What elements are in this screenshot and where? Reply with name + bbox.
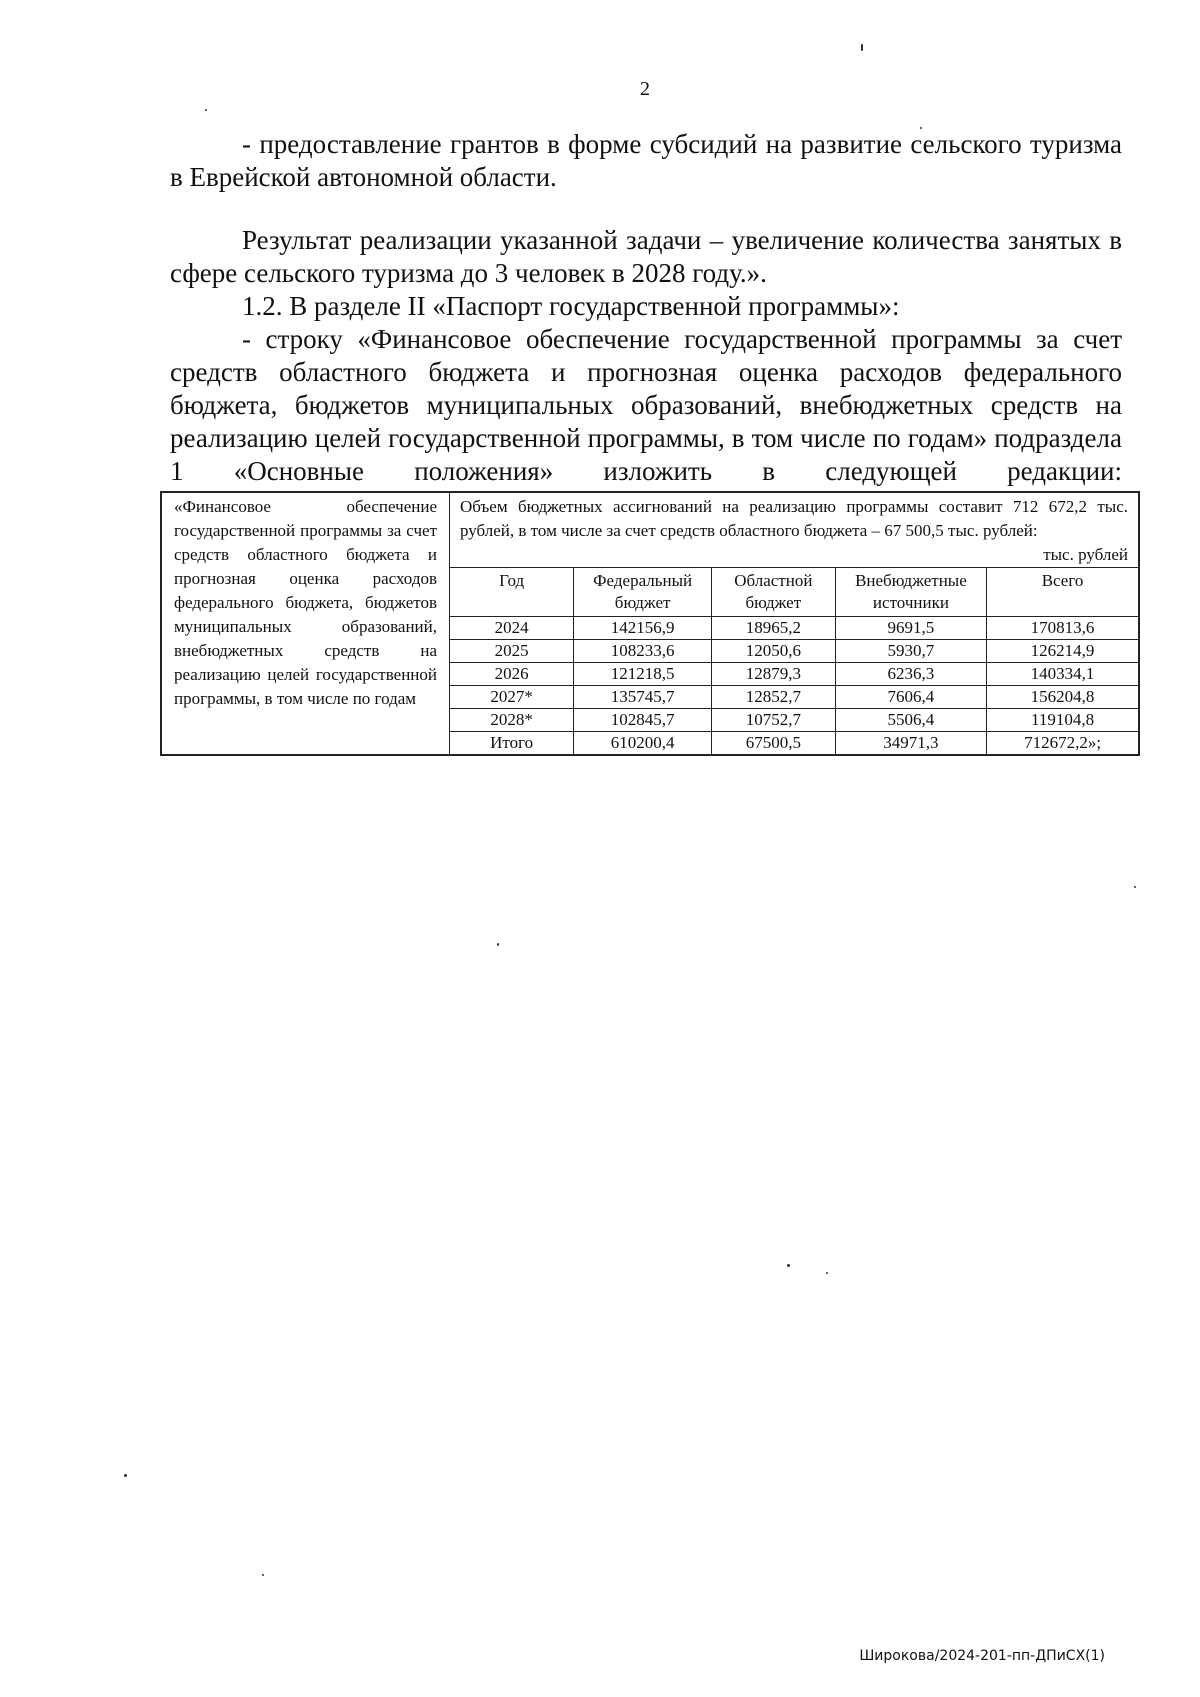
- scan-speck: [826, 1272, 828, 1274]
- cell-federal: 121218,5: [574, 663, 712, 686]
- cell-total: 119104,8: [987, 709, 1138, 732]
- unit-label: тыс. рублей: [1043, 545, 1128, 564]
- cell-extrabudgetary: 6236,3: [835, 663, 986, 686]
- body-text: [170, 128, 1122, 488]
- cell-regional: 18965,2: [711, 617, 835, 640]
- header-extrabudgetary: Внебюджетные источники: [835, 568, 986, 617]
- cell-extrabudgetary: 7606,4: [835, 686, 986, 709]
- paragraph-grants: - предоставление грантов в форме субсидий на развитие сельского туризма в Еврейской автономной области.: [170, 129, 1122, 192]
- cell-year: 2026: [450, 663, 574, 686]
- page-number: 2: [640, 78, 650, 100]
- passport-row-table: [160, 491, 1140, 756]
- paragraph-result: Результат реализации указанной задачи – увеличение количества занятых в сфере сельского туризма до 3 человек в 2028 году.».: [170, 225, 1122, 288]
- scan-speck: [124, 1474, 127, 1477]
- cell-regional: 67500,5: [711, 732, 835, 755]
- paragraph-section-ii: 1.2. В разделе II «Паспорт государственной программы»:: [242, 291, 900, 321]
- table-row-total: [450, 732, 1138, 755]
- scan-speck: [920, 127, 922, 129]
- financing-table: [450, 567, 1138, 754]
- cell-federal: 102845,7: [574, 709, 712, 732]
- table-row: [450, 686, 1138, 709]
- cell-extrabudgetary: 5506,4: [835, 709, 986, 732]
- cell-year: 2028*: [450, 709, 574, 732]
- cell-regional: 12050,6: [711, 640, 835, 663]
- financing-header-row: [450, 568, 1138, 617]
- scan-speck: [262, 1574, 264, 1576]
- cell-extrabudgetary: 9691,5: [835, 617, 986, 640]
- row-content-cell: [450, 492, 1140, 755]
- cell-year: Итого: [450, 732, 574, 755]
- table-row: [450, 663, 1138, 686]
- cell-federal: 610200,4: [574, 732, 712, 755]
- table-row: [450, 640, 1138, 663]
- cell-regional: 12879,3: [711, 663, 835, 686]
- cell-extrabudgetary: 5930,7: [835, 640, 986, 663]
- scan-speck: [205, 109, 207, 111]
- cell-total: 712672,2»;: [987, 732, 1138, 755]
- scan-speck: [787, 1264, 790, 1267]
- scan-speck: [1134, 886, 1136, 888]
- header-federal: Федеральный бюджет: [574, 568, 712, 617]
- row-label-cell: «Финансовое обеспечение государственной программы за счет средств областного бюджета и прогнозная оценка расходов федерального бюджета, бюджетов муниципальных образований, внебюджетных средств на реализацию целей государственной программы, в том числе по годам: [161, 492, 450, 755]
- scan-speck: [861, 44, 863, 51]
- cell-total: 170813,6: [987, 617, 1138, 640]
- scan-speck: [497, 943, 499, 946]
- header-total: Всего: [987, 568, 1138, 617]
- cell-year: 2024: [450, 617, 574, 640]
- cell-extrabudgetary: 34971,3: [835, 732, 986, 755]
- cell-year: 2025: [450, 640, 574, 663]
- cell-regional: 12852,7: [711, 686, 835, 709]
- cell-total: 140334,1: [987, 663, 1138, 686]
- allocation-intro: Объем бюджетных ассигнований на реализацию программы составит 712 672,2 тыс. рублей, в том числе за счет средств областного бюджета – 67 500,5 тыс. рублей:: [460, 497, 1128, 540]
- table-row: [450, 709, 1138, 732]
- cell-total: 156204,8: [987, 686, 1138, 709]
- cell-total: 126214,9: [987, 640, 1138, 663]
- header-regional: Областной бюджет: [711, 568, 835, 617]
- cell-federal: 135745,7: [574, 686, 712, 709]
- header-year: Год: [450, 568, 574, 617]
- cell-federal: 108233,6: [574, 640, 712, 663]
- cell-federal: 142156,9: [574, 617, 712, 640]
- cell-regional: 10752,7: [711, 709, 835, 732]
- document-code: Широкова/2024-201-пп-ДПиСХ(1): [859, 1648, 1105, 1664]
- cell-year: 2027*: [450, 686, 574, 709]
- table-row: [450, 617, 1138, 640]
- paragraph-amendment: - строку «Финансовое обеспечение государственной программы за счет средств областного бюджета и прогнозная оценка расходов федерального бюджета, бюджетов муниципальных образований, внебюджетных средств на реализацию целей государственной программы, в том числе по годам» подраздела 1 «Основные положения» изложить в следующей редакции:: [170, 324, 1122, 486]
